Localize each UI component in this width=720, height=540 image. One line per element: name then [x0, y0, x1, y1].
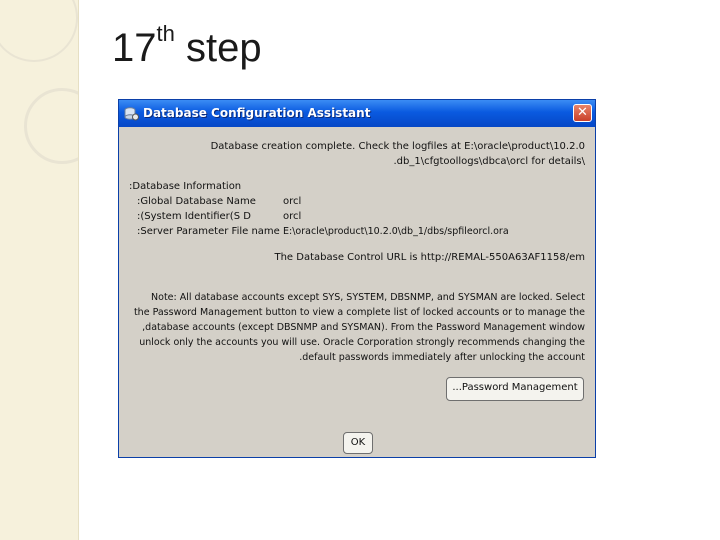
database-control-url: The Database Control URL is http://REMAL-550A63AF1158/em: [274, 252, 585, 263]
slide-title-suffix: th: [156, 20, 175, 46]
info-label-sid: :(System Identifier(S D: [137, 211, 251, 222]
info-label-global-name: :Global Database Name: [137, 196, 256, 207]
info-label-spfile: :Server Parameter File name: [137, 226, 280, 237]
note-line-4: unlock only the accounts you will use. Oracle Corporation strongly recommends changing the: [139, 337, 585, 348]
info-value-sid: orcl: [283, 211, 302, 222]
decorative-ring: [0, 0, 78, 62]
note-line-1: Note: All database accounts except SYS, SYSTEM, DBSNMP, and SYSMAN are locked. Select: [151, 292, 585, 303]
completion-line-2: .db_1\cfgtoollogs\dbca\orcl for details\: [393, 156, 585, 167]
dbca-dialog: [118, 99, 596, 458]
note-line-5: .default passwords immediately after unlocking the account: [299, 352, 585, 363]
password-management-button[interactable]: ...Password Management: [446, 377, 584, 401]
close-icon: ✕: [577, 105, 588, 120]
note-line-3: ,database accounts (except DBSNMP and SYSMAN). From the Password Management window: [142, 322, 585, 333]
slide-title-word: step: [185, 26, 262, 70]
database-assistant-icon: [124, 106, 139, 121]
slide-title-number: 17: [112, 26, 157, 70]
dialog-title: Database Configuration Assistant: [143, 106, 371, 120]
dialog-titlebar[interactable]: [119, 100, 595, 127]
decorative-side-band: [0, 0, 79, 540]
decorative-ring: [24, 88, 79, 164]
note-line-2: the Password Management button to view a complete list of locked accounts or to manage the: [133, 307, 585, 318]
info-value-global-name: orcl: [283, 196, 302, 207]
close-button[interactable]: [573, 104, 592, 122]
completion-line-1: Database creation complete. Check the logfiles at E:\oracle\product\10.2.0: [210, 141, 585, 152]
info-value-spfile: E:\oracle\product\10.2.0\db_1/dbs/spfileorcl.ora: [283, 226, 509, 237]
database-info-header: :Database Information: [129, 181, 242, 192]
slide-title: [112, 20, 262, 71]
ok-button[interactable]: OK: [343, 432, 373, 454]
